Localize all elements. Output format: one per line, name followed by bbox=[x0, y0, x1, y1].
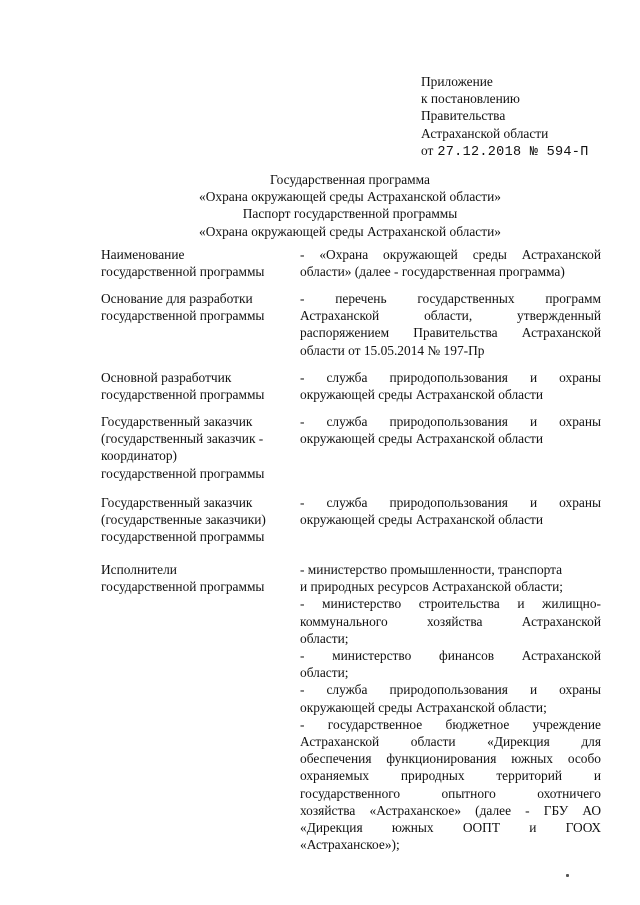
row-value bbox=[300, 494, 601, 528]
value-line: коммунального хозяйства Астраханской bbox=[300, 613, 601, 629]
value-line: - служба природопользования и охраны bbox=[300, 414, 601, 429]
appendix-line: Приложение bbox=[421, 74, 493, 89]
row-value bbox=[300, 246, 601, 280]
value-line: - перечень государственных программ bbox=[300, 291, 601, 306]
document-titles bbox=[100, 171, 600, 240]
appendix-line: Астраханской области bbox=[421, 125, 549, 141]
value-line: - служба природопользования и охраны bbox=[300, 370, 601, 385]
label-line: государственной программы bbox=[101, 264, 265, 280]
value-line: «Астраханское»); bbox=[300, 837, 400, 853]
resolution-date-line bbox=[421, 142, 631, 161]
value-line: - министерство промышленности, транспорта bbox=[300, 562, 563, 577]
value-line: окружающей среды Астраханской области; bbox=[300, 699, 547, 715]
label-line: государственной программы bbox=[101, 579, 265, 595]
value-line: - «Охрана окружающей среды Астраханской bbox=[300, 247, 601, 262]
resolution-date-number: 27.12.2018 № 594-П bbox=[437, 144, 589, 160]
row-label bbox=[101, 494, 291, 546]
row-label bbox=[101, 369, 291, 403]
value-line: - служба природопользования и охраны bbox=[300, 495, 601, 510]
label-line: государственной программы bbox=[101, 308, 265, 324]
label-line: Основной разработчик bbox=[101, 370, 232, 385]
appendix-block bbox=[421, 73, 631, 161]
value-line: распоряжением Правительства Астраханской bbox=[300, 325, 601, 341]
value-line: Астраханской области, утвержденный bbox=[300, 308, 601, 324]
value-line: хозяйства «Астраханское» (далее - ГБУ АО bbox=[300, 802, 601, 818]
row-value bbox=[300, 369, 601, 403]
appendix-line: к постановлению bbox=[421, 91, 520, 107]
row-label bbox=[101, 561, 291, 595]
value-line: - государственное бюджетное учреждение bbox=[300, 716, 601, 732]
label-line: (государственные заказчики) bbox=[101, 512, 266, 528]
scan-speck bbox=[566, 874, 569, 877]
row-label bbox=[101, 246, 291, 280]
label-line: Государственный заказчик bbox=[101, 495, 253, 510]
date-prefix: от bbox=[421, 142, 434, 158]
value-line: - министерство строительства и жилищно- bbox=[300, 596, 601, 612]
value-line: окружающей среды Астраханской области bbox=[300, 387, 544, 403]
label-line: государственной программы bbox=[101, 387, 265, 403]
value-line: «Дирекция южных ООПТ и ГООХ bbox=[300, 820, 601, 836]
label-line: (государственный заказчик - bbox=[101, 431, 264, 447]
row-label bbox=[101, 290, 291, 324]
value-line: области от 15.05.2014 № 197-Пр bbox=[300, 342, 485, 358]
row-value bbox=[300, 413, 601, 447]
value-line: области; bbox=[300, 665, 349, 681]
passport-name: «Охрана окружающей среды Астраханской области» bbox=[199, 223, 501, 239]
label-line: Наименование bbox=[101, 247, 185, 262]
value-line: окружающей среды Астраханской области bbox=[300, 431, 544, 447]
label-line: координатор) bbox=[101, 448, 178, 464]
value-line: Астраханской области «Дирекция для bbox=[300, 734, 601, 750]
label-line: Исполнители bbox=[101, 562, 177, 577]
value-line: и природных ресурсов Астраханской области; bbox=[300, 579, 564, 595]
appendix-line: Правительства bbox=[421, 108, 506, 124]
value-line: - служба природопользования и охраны bbox=[300, 682, 601, 698]
label-line: Государственный заказчик bbox=[101, 414, 253, 429]
label-line: государственной программы bbox=[101, 529, 265, 545]
row-value bbox=[300, 561, 601, 853]
program-title: Государственная программа bbox=[270, 172, 430, 187]
value-line: области» (далее - государственная программа) bbox=[300, 264, 565, 280]
program-name: «Охрана окружающей среды Астраханской области» bbox=[199, 189, 501, 205]
row-label bbox=[101, 413, 291, 482]
value-line: охраняемых природных территорий и bbox=[300, 768, 601, 784]
value-line: окружающей среды Астраханской области bbox=[300, 512, 544, 528]
row-value bbox=[300, 290, 601, 359]
value-line: области; bbox=[300, 630, 349, 646]
label-line: Основание для разработки bbox=[101, 291, 253, 306]
label-line: государственной программы bbox=[101, 465, 265, 481]
value-line: обеспечения функционирования южных особо bbox=[300, 751, 601, 767]
passport-title: Паспорт государственной программы bbox=[242, 206, 458, 222]
value-line: - министерство финансов Астраханской bbox=[300, 648, 601, 664]
value-line: государственного опытного охотничего bbox=[300, 785, 601, 801]
